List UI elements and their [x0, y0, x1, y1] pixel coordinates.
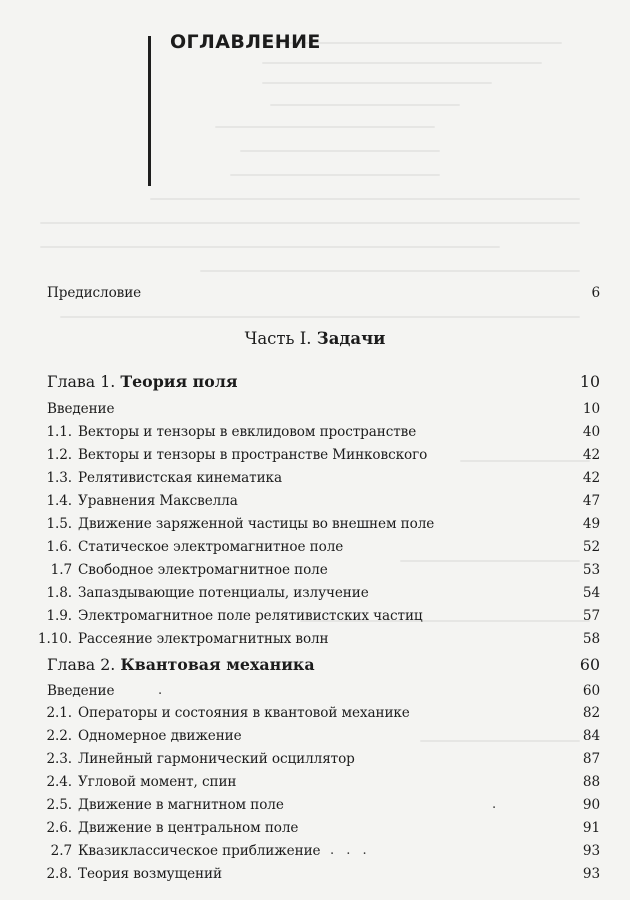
dot-leader: . [492, 797, 501, 812]
toc-entry-title: Введение [47, 683, 115, 699]
heading-rule [148, 36, 151, 186]
section-title: Угловой момент, спин [78, 774, 237, 790]
toc-entry-preface[interactable] [0, 285, 630, 309]
toc-entry-page: 6 [591, 285, 600, 301]
section-title: Одномерное движение [78, 728, 242, 744]
toc-entry[interactable] [0, 539, 630, 563]
section-number: 2.5. [46, 797, 72, 813]
dot-leader: . [158, 683, 167, 698]
toc-entry[interactable] [0, 562, 630, 586]
section-number: 2.7 [50, 843, 72, 859]
toc-entry[interactable] [0, 585, 630, 609]
chapter-label: Глава 1. [47, 372, 116, 391]
section-page: 42 [582, 447, 600, 463]
section-title: Электромагнитное поле релятивистских частиц [78, 608, 423, 624]
toc-entry[interactable] [0, 447, 630, 471]
section-title: Операторы и состояния в квантовой механике [78, 705, 410, 721]
toc-entry-page: 60 [582, 683, 600, 699]
section-title: Движение в магнитном поле [78, 797, 284, 813]
toc-entry[interactable] [0, 631, 630, 655]
toc-entry-title: Введение [47, 401, 115, 417]
toc-entry-page: 10 [582, 401, 600, 417]
toc-entry[interactable] [0, 728, 630, 752]
section-number: 1.6. [46, 539, 72, 555]
toc-entry[interactable] [0, 493, 630, 517]
section-title: Теория возмущений [78, 866, 222, 882]
section-title: Движение заряженной частицы во внешнем поле [78, 516, 435, 532]
section-number: 1.4. [46, 493, 72, 509]
section-title: Векторы и тензоры в евклидовом пространстве [78, 424, 417, 440]
section-number: 2.1. [46, 705, 72, 721]
section-page: 42 [582, 470, 600, 486]
toc-entry[interactable] [0, 424, 630, 448]
section-title: Релятивистская кинематика [78, 470, 282, 486]
part-heading [0, 329, 630, 348]
section-page: 93 [582, 843, 600, 859]
toc-entry-title: Предисловие [47, 285, 142, 301]
toc-entry[interactable] [0, 470, 630, 494]
toc-entry[interactable] [0, 516, 630, 540]
toc-entry-intro[interactable] [0, 401, 630, 425]
section-number: 2.8. [46, 866, 72, 882]
section-title: Свободное электромагнитное поле [78, 562, 328, 578]
section-number: 2.4. [46, 774, 72, 790]
toc-entry[interactable] [0, 608, 630, 632]
section-page: 57 [582, 608, 600, 624]
toc-entry[interactable] [0, 797, 630, 821]
section-title: Статическое электромагнитное поле [78, 539, 344, 555]
chapter-page: 60 [579, 655, 600, 674]
section-number: 2.3. [46, 751, 72, 767]
toc-entry[interactable] [0, 751, 630, 775]
part-title: Задачи [316, 329, 386, 348]
chapter-page: 10 [579, 372, 600, 391]
section-number: 1.2. [46, 447, 72, 463]
section-number: 1.7 [50, 562, 72, 578]
toc-entry[interactable] [0, 820, 630, 844]
section-number: 1.1. [46, 424, 72, 440]
section-number: 1.9. [46, 608, 72, 624]
section-page: 53 [582, 562, 600, 578]
toc-entry[interactable] [0, 843, 630, 867]
chapter-title: Квантовая механика [120, 655, 315, 674]
toc-entry[interactable] [0, 774, 630, 798]
section-title: Запаздывающие потенциалы, излучение [78, 585, 369, 601]
section-number: 2.6. [46, 820, 72, 836]
section-title: Векторы и тензоры в пространстве Минковского [78, 447, 428, 463]
section-number: 2.2. [46, 728, 72, 744]
section-page: 91 [582, 820, 600, 836]
section-page: 49 [582, 516, 600, 532]
toc-entry-intro[interactable] [0, 683, 630, 707]
chapter-title: Теория поля [120, 372, 238, 391]
section-page: 58 [582, 631, 600, 647]
section-page: 90 [582, 797, 600, 813]
toc-entry[interactable] [0, 866, 630, 890]
section-page: 54 [582, 585, 600, 601]
section-title: Линейный гармонический осциллятор [78, 751, 355, 767]
part-label: Часть I. [244, 329, 312, 348]
section-title: Рассеяние электромагнитных волн [78, 631, 329, 647]
page-title: ОГЛАВЛЕНИЕ [170, 31, 321, 53]
chapter-heading-2[interactable] [0, 655, 630, 681]
section-title: Уравнения Максвелла [78, 493, 238, 509]
section-number: 1.3. [46, 470, 72, 486]
section-number: 1.10. [37, 631, 72, 647]
section-page: 82 [582, 705, 600, 721]
section-page: 88 [582, 774, 600, 790]
dot-leader: . . . [330, 843, 371, 858]
chapter-heading-1[interactable] [0, 372, 630, 398]
section-number: 1.5. [46, 516, 72, 532]
section-page: 52 [582, 539, 600, 555]
chapter-label: Глава 2. [47, 655, 116, 674]
toc-entry[interactable] [0, 705, 630, 729]
section-page: 84 [582, 728, 600, 744]
section-number: 1.8. [46, 585, 72, 601]
section-page: 93 [582, 866, 600, 882]
section-page: 87 [582, 751, 600, 767]
section-title: Движение в центральном поле [78, 820, 299, 836]
section-page: 40 [582, 424, 600, 440]
section-title: Квазиклассическое приближение [78, 843, 321, 859]
section-page: 47 [582, 493, 600, 509]
